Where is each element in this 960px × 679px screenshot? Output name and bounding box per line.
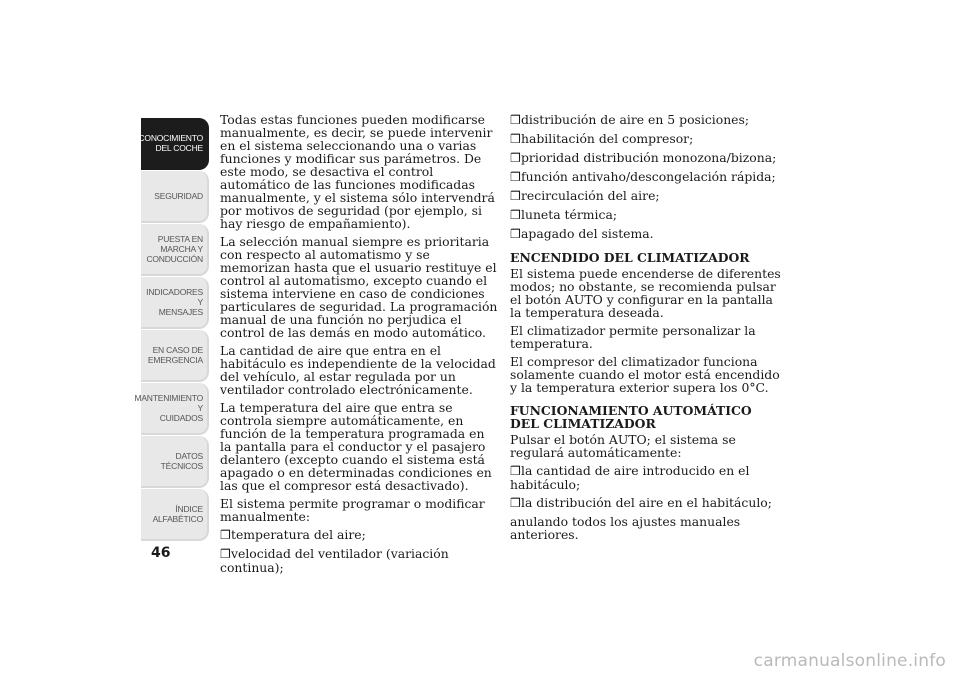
list-item [510,464,782,491]
right-column [510,113,782,546]
paragraph: El climatizador permite personalizar la temperatura. [510,323,756,351]
list-item-text: velocidad del ventilador (variación continua); [220,546,449,575]
list-item [510,151,782,165]
paragraph: Todas estas funciones pueden modificarse manualmente, es decir, se puede intervenir en el sistema seleccionando una o varias funciones y modificar sus parámetros. De este modo, se desactiva el control automático de las funciones modificadas manualmente, y el sistema sólo intervendrá por motivos de seguridad (por ejemplo, si hay riesgo de empañamiento). [220,112,495,231]
paragraph: Pulsar el botón AUTO; el sistema se regulará automáticamente: [510,432,736,460]
tab-indicadores-y-mensajes[interactable] [141,277,209,329]
paragraph: El compresor del climatizador funciona solamente cuando el motor está encendido y la temperatura exterior supera los 0°C. [510,354,780,395]
list-item-text: apagado del sistema. [521,226,654,241]
list-item [510,170,782,184]
tab-label: EN CASO DE EMERGENCIA [147,345,203,365]
checkbox-bullet-icon: ❒ [510,464,521,478]
list-item-text: la cantidad de aire introducido en el habitáculo; [510,463,750,492]
tab-label: CONOCIMIENTO DEL COCHE [138,133,203,153]
checkbox-bullet-icon: ❒ [510,208,521,222]
tab-mantenimiento-y-cuidados[interactable] [134,383,209,435]
paragraph: El sistema permite programar o modificar manualmente: [220,496,485,524]
section-heading: ENCENDIDO DEL CLIMATIZADOR [510,250,750,265]
tab-indice-alfabetico[interactable] [141,489,209,541]
list-item [510,113,782,127]
tab-label: DATOS TÉCNICOS [160,451,203,471]
checkbox-bullet-icon: ❒ [510,170,521,184]
paragraph: La selección manual siempre es prioritaria con respecto al automatismo y se memorizan hasta que el usuario restituye el control al automatismo, excepto cuando el sistema interviene en caso de condiciones particulares de seguridad. La programación manual de una función no perjudica el control de las demás en modo automático. [220,234,498,340]
list-item [510,496,782,510]
tab-label: MANTENIMIENTO Y CUIDADOS [134,393,203,423]
list-item [510,189,782,203]
paragraph: El sistema puede encenderse de diferentes modos; no obstante, se recomienda pulsar el botón AUTO y configurar en la pantalla la temperatura deseada. [510,266,781,320]
tab-label: INDICADORES Y MENSAJES [146,287,203,317]
checkbox-bullet-icon: ❒ [220,528,231,542]
list-item [220,528,498,542]
checkbox-bullet-icon: ❒ [510,113,521,127]
tab-datos-tecnicos[interactable] [141,436,209,488]
list-item-text: luneta térmica; [521,207,618,222]
tab-puesta-en-marcha[interactable] [141,224,209,276]
paragraph: La cantidad de aire que entra en el habitáculo es independiente de la velocidad del vehículo, al estar regulada por un ventilador controlado electrónicamente. [220,343,496,397]
paragraph: anulando todos los ajustes manuales anteriores. [510,514,741,542]
list-item-text: temperatura del aire; [231,527,366,542]
checkbox-bullet-icon: ❒ [510,189,521,203]
list-item-text: función antivaho/descongelación rápida; [521,169,776,184]
list-item [510,208,782,222]
list-item-text: la distribución del aire en el habitáculo; [521,495,772,510]
list-item [220,547,498,574]
list-item-text: recirculación del aire; [521,188,660,203]
tab-label: PUESTA EN MARCHA Y CONDUCCIÓN [146,234,203,264]
checkbox-bullet-icon: ❒ [510,496,521,510]
paragraph: La temperatura del aire que entra se controla siempre automáticamente, en función de la temperatura programada en la pantalla para el conductor y el pasajero delantero (excepto cuando el sistema está apagado o en determinadas condiciones en las que el compresor está desactivado). [220,400,492,493]
tab-label: ÍNDICE ALFABÉTICO [152,504,203,524]
watermark-text: carmanualsonline.info [753,651,946,671]
list-item [510,227,782,241]
list-item [510,132,782,146]
checkbox-bullet-icon: ❒ [220,547,231,561]
checkbox-bullet-icon: ❒ [510,132,521,146]
tab-label: SEGURIDAD [154,191,203,201]
list-item-text: prioridad distribución monozona/bizona; [521,150,777,165]
checkbox-bullet-icon: ❒ [510,227,521,241]
list-item-text: habilitación del compresor; [521,131,694,146]
checkbox-bullet-icon: ❒ [510,151,521,165]
tab-conocimiento-del-coche[interactable] [138,118,209,170]
left-column [220,113,498,579]
section-heading: FUNCIONAMIENTO AUTOMÁTICO DEL CLIMATIZADOR [510,403,752,431]
tab-seguridad[interactable] [141,171,209,223]
tab-en-caso-de-emergencia[interactable] [141,330,209,382]
list-item-text: distribución de aire en 5 posiciones; [521,112,750,127]
page-number: 46 [151,545,171,561]
